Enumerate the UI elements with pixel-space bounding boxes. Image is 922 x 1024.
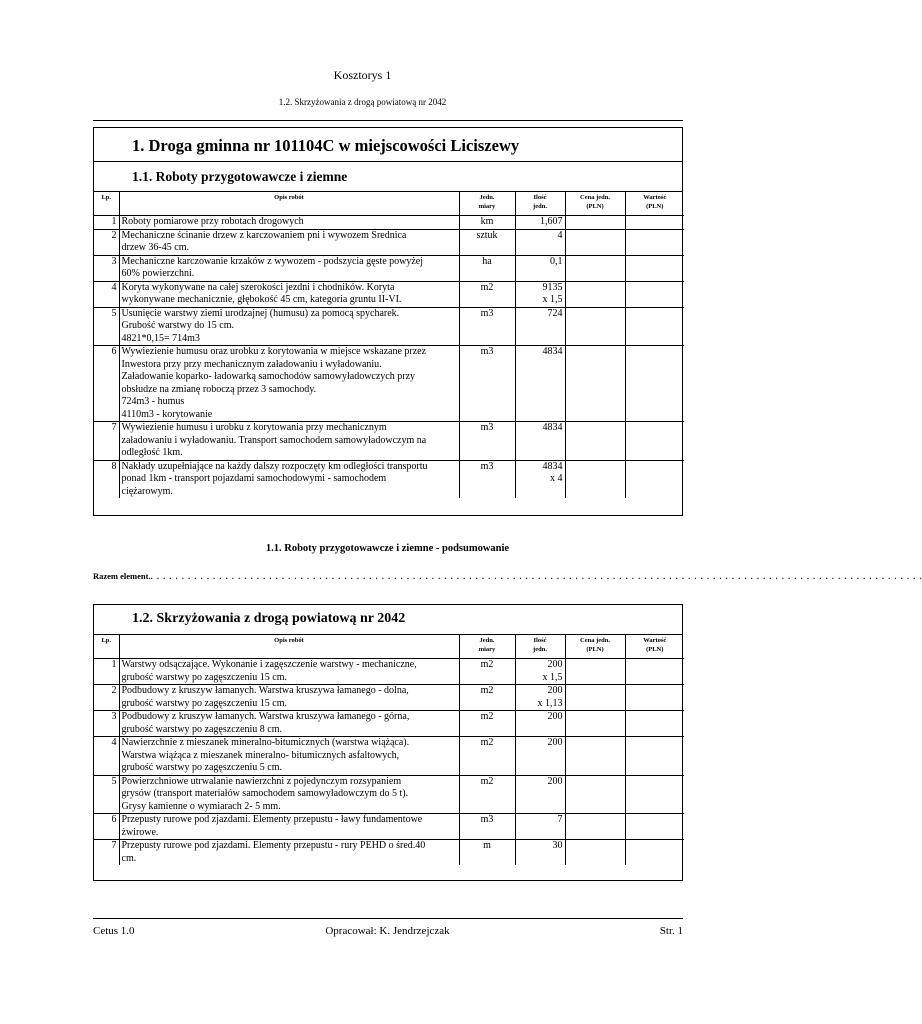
row-unit-price (565, 281, 625, 307)
row-unit: m3 (459, 307, 515, 346)
row-lp: 1 (94, 659, 119, 685)
table-row (94, 737, 684, 776)
row-value (625, 255, 684, 281)
row-value (625, 281, 684, 307)
table-row (94, 281, 684, 307)
row-value (625, 307, 684, 346)
section-1-title: 1. Droga gminna nr 101104C w miejscowości Liciszewy (132, 136, 520, 155)
row-unit-price (565, 737, 625, 776)
row-lp: 6 (94, 814, 119, 840)
row-unit: m3 (459, 422, 515, 461)
row-quantity: 4834 x 4 (515, 460, 565, 498)
summary-total-label: Razem element. (93, 571, 151, 581)
row-lp: 7 (94, 422, 119, 461)
row-value (625, 711, 684, 737)
row-description: Mechaniczne karczowanie krzaków z wywozem - podszycia gęste powyżej 60% powierzchni. (119, 255, 459, 281)
row-lp: 6 (94, 346, 119, 422)
row-lp: 4 (94, 737, 119, 776)
row-unit-price (565, 460, 625, 498)
row-unit-price (565, 685, 625, 711)
row-quantity: 1,607 (515, 216, 565, 230)
row-unit: sztuk (459, 229, 515, 255)
row-unit: m2 (459, 775, 515, 814)
cost-table-1 (94, 191, 684, 498)
row-description: Usunięcie warstwy ziemi urodzajnej (humusu) za pomocą spycharek. Grubość warstwy do 15 cm. 4821*0,15= 714m3 (119, 307, 459, 346)
row-unit-price (565, 775, 625, 814)
row-value (625, 460, 684, 498)
row-value (625, 737, 684, 776)
table-row (94, 685, 684, 711)
row-lp: 8 (94, 460, 119, 498)
row-description: Podbudowy z kruszyw łamanych. Warstwa kruszywa łamanego - górna, grubość warstwy po zagęszczeniu 8 cm. (119, 711, 459, 737)
row-value (625, 216, 684, 230)
row-lp: 5 (94, 775, 119, 814)
section-2-subtitle: 1.2. Skrzyżowania z drogą powiatową nr 2042 (132, 611, 406, 626)
document-title: Kosztorys 1 (333, 68, 392, 82)
row-unit: m3 (459, 460, 515, 498)
row-unit: m2 (459, 281, 515, 307)
row-description: Nawierzchnie z mieszanek mineralno-bitumicznych (warstwa wiążąca). Warstwa wiążąca z mieszanek mineralno- bitumicznych asfaltowych, grubość warstwy po zagęszczeniu 5 cm. (119, 737, 459, 776)
col-header-lp: Lp. (94, 634, 119, 659)
col-header-value: Wartość (PLN) (625, 634, 684, 659)
col-header-lp: Lp. (94, 191, 119, 216)
row-value (625, 775, 684, 814)
row-unit: m3 (459, 814, 515, 840)
row-lp: 3 (94, 711, 119, 737)
row-quantity: 9135 x 1,5 (515, 281, 565, 307)
document-subtitle: 1.2. Skrzyżowania z drogą powiatową nr 2042 (278, 97, 447, 107)
row-unit: m2 (459, 685, 515, 711)
row-unit: km (459, 216, 515, 230)
row-unit-price (565, 659, 625, 685)
row-description: Przepusty rurowe pod zjazdami. Elementy przepustu - ławy fundamentowe żwirowe. (119, 814, 459, 840)
table-row (94, 840, 684, 866)
table-row (94, 229, 684, 255)
row-description: Warstwy odsączające. Wykonanie i zagęszczenie warstwy - mechaniczne, grubość warstwy po zagęszczeniu 15 cm. (119, 659, 459, 685)
row-value (625, 840, 684, 866)
row-unit: m2 (459, 711, 515, 737)
col-header-value: Wartość (PLN) (625, 191, 684, 216)
row-description: Wywiezienie humusu oraz urobku z korytowania w miejsce wskazane przez Inwestora przy przy mechanicznym załadowaniu i wyładowaniu. Załadowanie koparko- ładowarką samochodów samowyładowczych przy obsłudze na zmianę roboczą przez 3 samochody. 724m3 - humus 4110m3 - korytowanie (119, 346, 459, 422)
row-quantity: 4834 (515, 422, 565, 461)
row-value (625, 346, 684, 422)
col-header-unit: Jedn. miary (459, 634, 515, 659)
row-value (625, 659, 684, 685)
row-unit-price (565, 255, 625, 281)
row-unit: ha (459, 255, 515, 281)
row-unit-price (565, 307, 625, 346)
row-value (625, 422, 684, 461)
row-description: Mechaniczne ścinanie drzew z karczowaniem pni i wywozem Średnica drzew 36-45 cm. (119, 229, 459, 255)
col-header-price: Cena jedn. (PLN) (565, 634, 625, 659)
row-unit-price (565, 422, 625, 461)
section-1-subtitle: 1.1. Roboty przygotowawcze i ziemne (132, 169, 348, 184)
section-divider (94, 161, 682, 162)
row-lp: 2 (94, 229, 119, 255)
row-value (625, 814, 684, 840)
row-unit-price (565, 711, 625, 737)
row-lp: 7 (94, 840, 119, 866)
row-unit-price (565, 216, 625, 230)
summary-total-line: Razem element.. . . . . . . . . . . . . . . . . . . . . . . . . . . . . . . . . . . . . . . . . . . . . . . . . . . . . . . . . . . . . . . . . . . . . . . . . . . . . . . . . . . . . . . . . . . . . . . . . . . . . . . . . . . . . . . . . . . . . . . . . . . . (93, 571, 922, 581)
summary-title: 1.1. Roboty przygotowawcze i ziemne - podsumowanie (265, 543, 510, 554)
row-quantity: 4 (515, 229, 565, 255)
row-value (625, 685, 684, 711)
row-lp: 3 (94, 255, 119, 281)
col-header-qty: Ilość jedn. (515, 634, 565, 659)
table-row (94, 775, 684, 814)
row-lp: 5 (94, 307, 119, 346)
row-quantity: 7 (515, 814, 565, 840)
col-header-price: Cena jedn. (PLN) (565, 191, 625, 216)
row-unit: m3 (459, 346, 515, 422)
col-header-unit: Jedn. miary (459, 191, 515, 216)
header-divider (93, 120, 683, 121)
col-header-desc: Opis robót (119, 634, 459, 659)
row-description: Koryta wykonywane na całej szerokości jezdni i chodników. Koryta wykonywane mechanicznie, głębokość 45 cm, kategoria gruntu II-VI. (119, 281, 459, 307)
row-unit-price (565, 840, 625, 866)
row-unit-price (565, 814, 625, 840)
table-row (94, 659, 684, 685)
footer-center: Opracował: K. Jendrzejczak (325, 925, 450, 937)
row-lp: 1 (94, 216, 119, 230)
row-lp: 4 (94, 281, 119, 307)
row-quantity: 30 (515, 840, 565, 866)
row-value (625, 229, 684, 255)
section-2 (93, 604, 683, 881)
row-quantity: 200 (515, 711, 565, 737)
row-description: Roboty pomiarowe przy robotach drogowych (119, 216, 459, 230)
table-row (94, 460, 684, 498)
col-header-desc: Opis robót (119, 191, 459, 216)
table-row (94, 255, 684, 281)
table-row (94, 711, 684, 737)
table-row (94, 307, 684, 346)
footer-divider (93, 918, 683, 919)
table-row (94, 422, 684, 461)
cost-table-2 (94, 634, 684, 865)
row-description: Przepusty rurowe pod zjazdami. Elementy przepustu - rury PEHD o śred.40 cm. (119, 840, 459, 866)
row-unit: m2 (459, 659, 515, 685)
table-row (94, 216, 684, 230)
table-row (94, 346, 684, 422)
row-quantity: 200 x 1,13 (515, 685, 565, 711)
footer-right: Str. 1 (659, 925, 683, 937)
row-quantity: 200 (515, 775, 565, 814)
section-1 (93, 127, 683, 516)
row-quantity: 0,1 (515, 255, 565, 281)
table-row (94, 814, 684, 840)
row-description: Podbudowy z kruszyw łamanych. Warstwa kruszywa łamanego - dolna, grubość warstwy po zagęszczeniu 15 cm. (119, 685, 459, 711)
row-description: Powierzchniowe utrwalanie nawierzchni z pojedynczym rozsypaniem grysów (transport materiałów samochodem samowyładowczym do 5 t). Grysy kamienne o wymiarach 2- 5 mm. (119, 775, 459, 814)
row-unit: m2 (459, 737, 515, 776)
row-quantity: 4834 (515, 346, 565, 422)
row-quantity: 200 x 1,5 (515, 659, 565, 685)
footer-left: Cetus 1.0 (93, 925, 135, 937)
col-header-qty: Ilość jedn. (515, 191, 565, 216)
row-unit-price (565, 229, 625, 255)
row-description: Wywiezienie humusu i urobku z korytowania przy mechanicznym załadowaniu i wyładowaniu. Transport samochodem samowyładowczym na odległość 1km. (119, 422, 459, 461)
row-quantity: 724 (515, 307, 565, 346)
row-description: Nakłady uzupełniające na każdy dalszy rozpoczęty km odległości transportu ponad 1km - transport pojazdami samochodowymi - samochodem ciężarowym. (119, 460, 459, 498)
row-quantity: 200 (515, 737, 565, 776)
row-lp: 2 (94, 685, 119, 711)
row-unit: m (459, 840, 515, 866)
row-unit-price (565, 346, 625, 422)
